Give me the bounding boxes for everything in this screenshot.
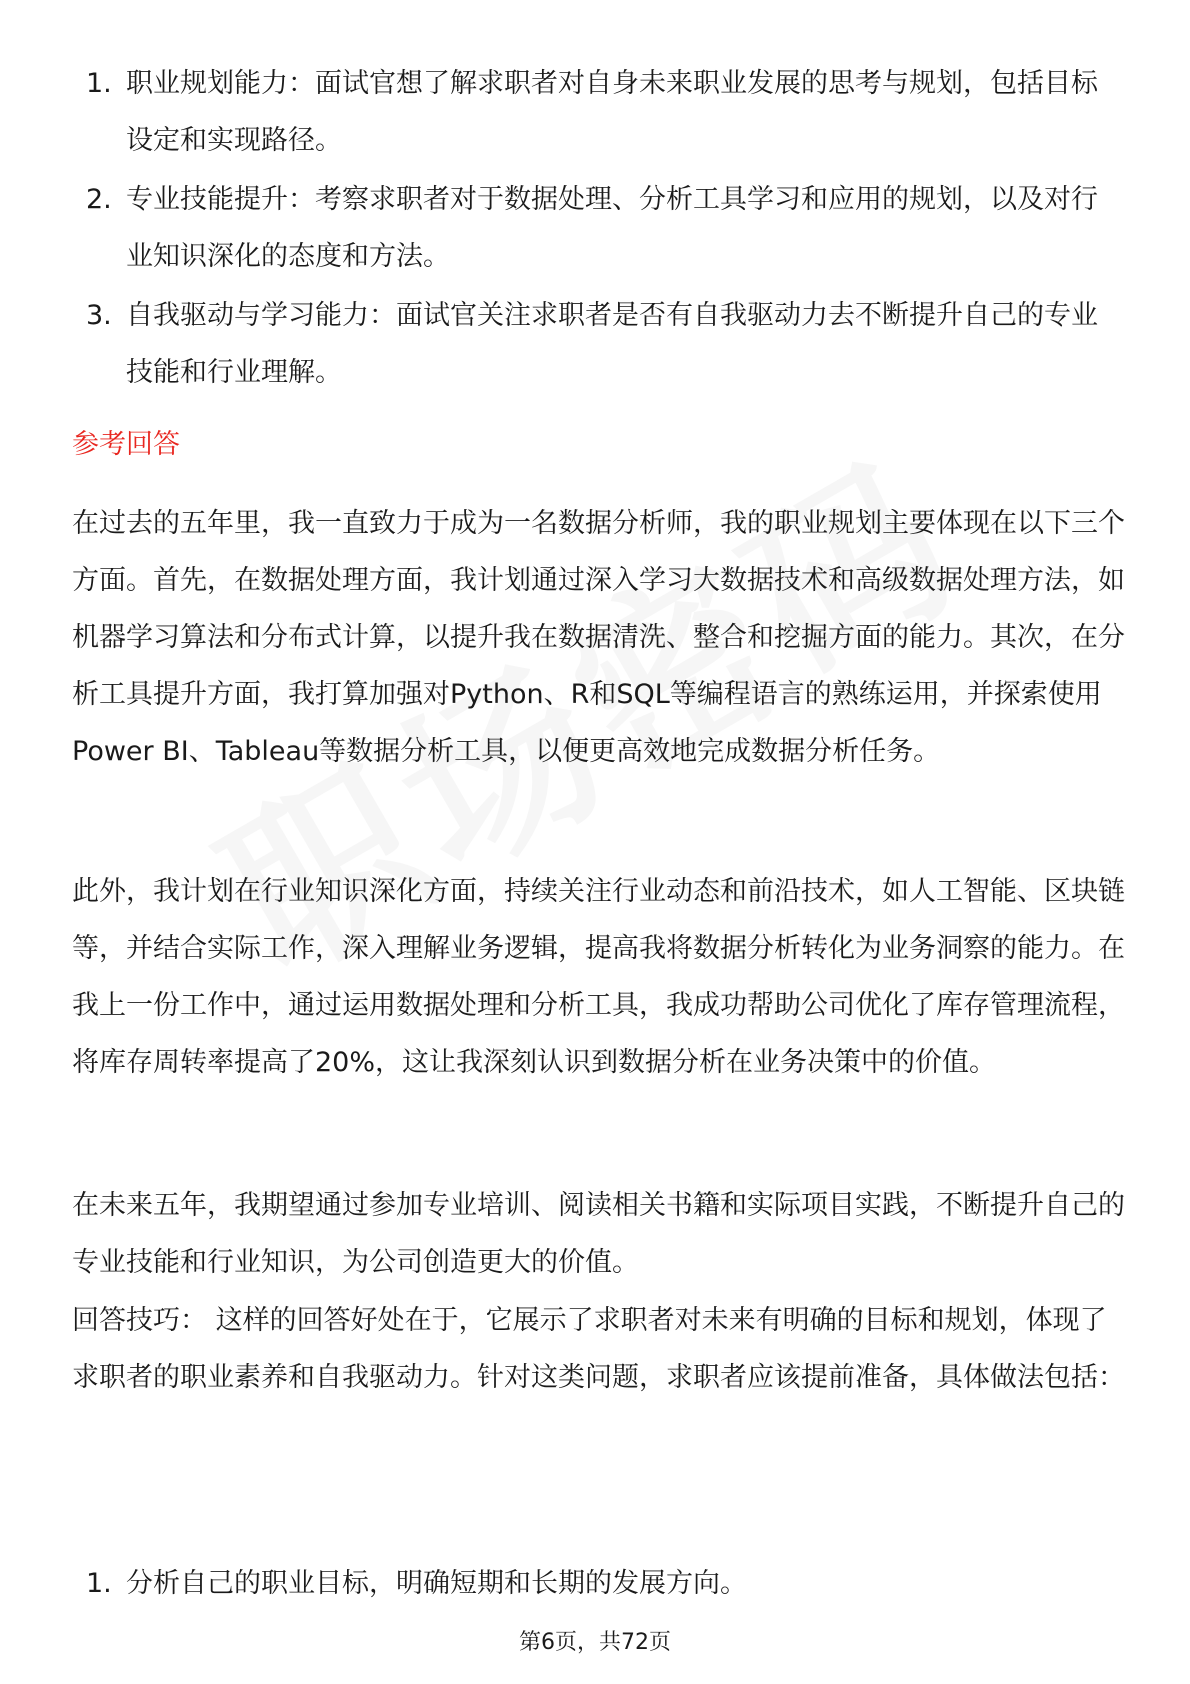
answer-paragraph: 在过去的五年里，我一直致力于成为一名数据分析师，我的职业规划主要体现在以下三个方面。首先，在数据处理方面，我计划通过深入学习大数据技术和高级数据处理方法，如机器学习算法和分布式计算，以提升我在数据清洗、整合和挖掘方面的能力。其次，在分析工具提升方面，我打算加强对Python、R和SQL等编程语言的熟练运用，并探索使用Power BI、Tableau等数据分析工具，以便更高效地完成数据分析任务。 [72, 508, 1125, 767]
list-item [72, 287, 1122, 401]
list-text: 职业规划能力：面试官想了解求职者对自身未来职业发展的思考与规划，包括目标设定和实现路径。 [126, 68, 1098, 156]
list-text: 专业技能提升：考察求职者对于数据处理、分析工具学习和应用的规划，以及对行业知识深化的态度和方法。 [126, 184, 1098, 272]
section-heading: 参考回答 [72, 429, 180, 460]
answer-paragraph: 此外，我计划在行业知识深化方面，持续关注行业动态和前沿技术，如人工智能、区块链等，并结合实际工作，深入理解业务逻辑，提高我将数据分析转化为业务洞察的能力。在我上一份工作中，通过运用数据处理和分析工具，我成功帮助公司优化了库存管理流程，将库存周转率提高了20%，这让我深刻认识到数据分析在业务决策中的价值。 [72, 876, 1125, 1078]
list-item [72, 1555, 1122, 1612]
list-number: 1. [86, 68, 112, 99]
tips-paragraph: 回答技巧： 这样的回答好处在于，它展示了求职者对未来有明确的目标和规划，体现了求职者的职业素养和自我驱动力。针对这类问题，求职者应该提前准备，具体做法包括： [72, 1305, 1125, 1393]
list-number: 2. [86, 184, 112, 215]
list-text: 自我驱动与学习能力：面试官关注求职者是否有自我驱动力去不断提升自己的专业技能和行业理解。 [126, 300, 1098, 388]
list-number: 1. [86, 1568, 112, 1599]
tips-list [72, 1555, 1122, 1614]
criteria-list [72, 55, 1122, 403]
list-item [72, 55, 1122, 169]
answer-paragraph: 在未来五年，我期望通过参加专业培训、阅读相关书籍和实际项目实践，不断提升自己的专业技能和行业知识，为公司创造更大的价值。 [72, 1190, 1125, 1278]
list-item [72, 171, 1122, 285]
list-text: 分析自己的职业目标，明确短期和长期的发展方向。 [126, 1568, 747, 1599]
page-footer: 第6页，共72页 [519, 1630, 671, 1655]
list-number: 3. [86, 300, 112, 331]
